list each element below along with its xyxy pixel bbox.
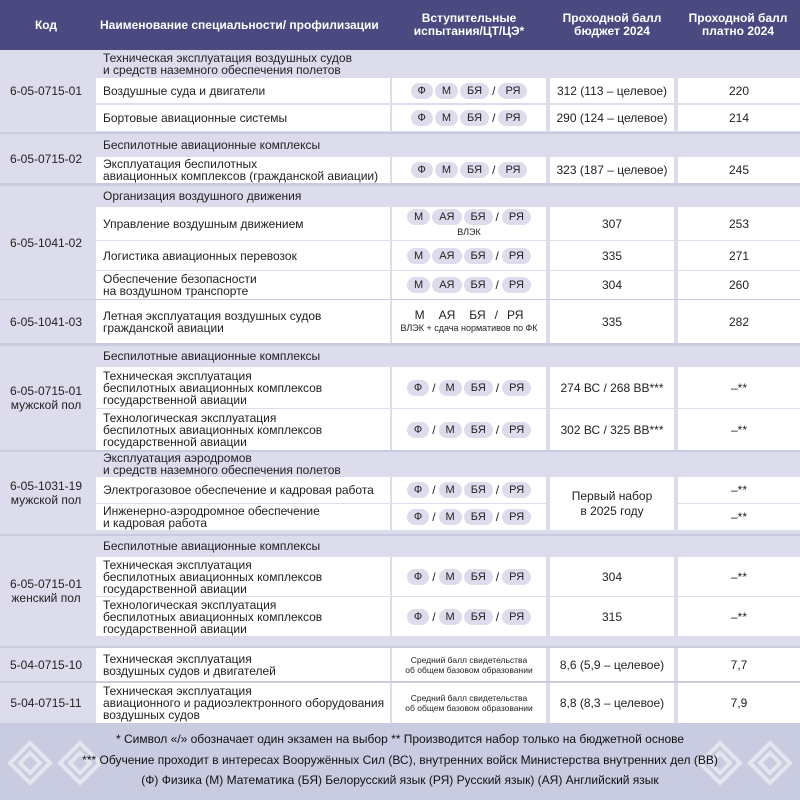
paid-score: –**	[678, 409, 800, 450]
exam-badge: АЯ	[438, 308, 456, 322]
exam-badge: БЯ	[464, 209, 493, 225]
specialization-name: Инженерно-аэродромное обеспечение и кадровая работа	[96, 504, 390, 530]
exam-badge: М	[407, 209, 430, 225]
paid-score: –**	[678, 597, 800, 636]
exam-separator: /	[495, 569, 500, 584]
exam-badge: Ф	[407, 509, 429, 525]
header-budget: Проходной балл бюджет 2024	[562, 11, 662, 38]
exam-badge: РЯ	[502, 482, 531, 498]
exam-list	[411, 162, 528, 178]
specialty-group	[0, 134, 800, 183]
exam-badge: БЯ	[464, 277, 493, 293]
exam-badge: Ф	[411, 83, 433, 99]
specialty-code: 6-05-1031-19 мужской пол	[9, 479, 83, 507]
specialty-group	[0, 683, 800, 723]
specialization-name: Техническая эксплуатация беспилотных авиационных комплексов государственной авиации	[96, 367, 390, 408]
exam-badge: Ф	[407, 482, 429, 498]
specialty-code: 5-04-0715-10	[9, 657, 83, 672]
entrance-exams	[392, 597, 546, 636]
exam-badge: М	[414, 308, 425, 322]
exam-badge: РЯ	[507, 308, 524, 322]
specialty-group	[0, 300, 800, 343]
exam-separator: /	[492, 83, 496, 98]
specialization-name: Логистика авиационных перевозок	[96, 241, 390, 270]
exam-badge: РЯ	[502, 569, 531, 585]
exam-badge: Ф	[407, 422, 429, 438]
exam-separator: /	[495, 248, 499, 263]
specialization-name: Техническая эксплуатация воздушных судов и двигателей	[96, 648, 390, 681]
exam-description: Средний балл свидетельства об общем базовом образовании	[405, 654, 533, 675]
exam-badge: М	[435, 162, 458, 178]
header-name: Наименование специальности/ профилизации	[100, 17, 379, 32]
budget-subheader-blank	[550, 452, 674, 476]
specialty-code: 5-04-0715-11	[10, 696, 82, 710]
entrance-exams	[392, 271, 546, 299]
specialty-group	[0, 50, 800, 132]
budget-score: 304	[550, 557, 674, 596]
exam-badge: М	[439, 609, 462, 625]
exam-separator: /	[432, 569, 436, 584]
exam-separator: /	[432, 380, 436, 395]
specialization-name: Управление воздушным движением	[96, 207, 390, 240]
budget-score: 323 (187 – целевое)	[550, 157, 674, 183]
exam-list	[407, 209, 531, 225]
paid-score: 7,7	[678, 648, 800, 681]
paid-score: –**	[678, 367, 800, 408]
entrance-exams	[392, 557, 546, 596]
exam-badge: РЯ	[498, 110, 527, 126]
entrance-exams	[392, 241, 546, 270]
exam-separator: /	[494, 308, 498, 322]
specialty-group	[0, 648, 800, 681]
exam-badge: БЯ	[460, 83, 489, 99]
specialization-name: Техническая эксплуатация беспилотных авиационных комплексов государственной авиации	[96, 557, 390, 596]
paid-score: 245	[678, 157, 800, 183]
paid-score: 282	[678, 300, 800, 343]
exam-badge: РЯ	[502, 209, 531, 225]
entrance-exams	[392, 367, 546, 408]
exam-badge: М	[439, 380, 462, 396]
paid-score: 271	[678, 241, 800, 270]
exam-badge: БЯ	[464, 569, 493, 585]
budget-score: 290 (124 – целевое)	[550, 105, 674, 131]
entrance-exams	[392, 300, 546, 343]
specialization-name: Обеспечение безопасности на воздушном транспорте	[96, 271, 390, 299]
exam-list	[407, 248, 531, 264]
exam-separator: /	[492, 111, 496, 125]
specialization-name: Техническая эксплуатация авиационного и радиоэлектронного оборудования воздушных судов	[96, 683, 390, 723]
exam-badge: Ф	[411, 162, 433, 178]
specialization-name: Электрогазовое обеспечение и кадровая работа	[96, 477, 390, 503]
paid-score: 7,9	[678, 683, 800, 723]
exam-badge: БЯ	[464, 482, 493, 498]
group-subheader: Эксплуатация аэродромов и средств наземного обеспечения полетов	[96, 452, 800, 476]
entrance-exams	[392, 207, 546, 240]
specialty-code: 6-05-1041-02	[9, 235, 83, 250]
exam-badge: РЯ	[502, 380, 531, 396]
specialty-code: 6-05-0715-01 мужской пол	[9, 384, 83, 412]
header-code: Код	[34, 17, 58, 32]
budget-score: 8,8 (8,3 – целевое)	[550, 683, 674, 723]
paid-score: 220	[678, 78, 800, 103]
exam-list	[407, 422, 531, 438]
exam-badge: Ф	[407, 380, 429, 396]
exam-separator: /	[432, 609, 436, 624]
specialization-name: Технологическая эксплуатация беспилотных авиационных комплексов государственной авиации	[96, 409, 390, 450]
entrance-exams	[392, 683, 546, 723]
paid-score: –**	[678, 504, 800, 530]
budget-score-merged: Первый набор в 2025 году	[550, 477, 674, 530]
entrance-exams	[392, 477, 546, 503]
specialty-code: 6-05-0715-01	[9, 84, 83, 98]
entrance-exams	[392, 409, 546, 450]
exam-badge: Ф	[407, 609, 429, 625]
paid-score: 260	[678, 271, 800, 299]
exam-badge: Ф	[411, 110, 433, 126]
exam-list	[407, 509, 531, 525]
budget-score: 315	[550, 597, 674, 636]
exam-list	[407, 380, 531, 396]
exam-separator: /	[492, 163, 496, 177]
group-subheader: Беспилотные авиационные комплексы	[96, 536, 800, 556]
entrance-exams	[392, 105, 546, 131]
exam-note: ВЛЭК	[457, 227, 481, 237]
paid-score: 253	[678, 207, 800, 240]
exam-badge: М	[439, 422, 462, 438]
exam-badge: БЯ	[464, 422, 493, 438]
specialty-group	[0, 536, 800, 646]
exam-note: ВЛЭК + сдача нормативов по ФК	[400, 323, 538, 333]
exam-separator: /	[495, 510, 500, 524]
paid-score: 214	[678, 105, 800, 131]
specialty-group	[0, 452, 800, 534]
exam-badge: БЯ	[460, 110, 489, 126]
exam-badge: М	[439, 509, 462, 525]
exam-badge: М	[407, 248, 430, 264]
paid-score: –**	[678, 477, 800, 503]
exam-separator: /	[495, 278, 499, 292]
exam-list	[407, 609, 531, 625]
exam-badge: БЯ	[464, 609, 493, 625]
exam-description: Средний балл свидетельства об общем базовом образовании	[405, 693, 533, 713]
paid-score: –**	[678, 557, 800, 596]
budget-score: 312 (113 – целевое)	[550, 78, 674, 103]
exam-badge: РЯ	[502, 422, 531, 438]
specialty-group	[0, 186, 800, 299]
specialization-name: Летная эксплуатация воздушных судов гражданской авиации	[96, 300, 390, 343]
header-paid: Проходной балл платно 2024	[688, 11, 788, 38]
specialization-name: Эксплуатация беспилотных авиационных комплексов (гражданской авиации)	[96, 157, 390, 183]
specialization-name: Бортовые авиационные системы	[96, 105, 390, 131]
footnote-2: *** Обучение проходит в интересах Вооружённых Сил (ВС), внутренних войск Министерства внутренних дел (ВВ)	[82, 753, 718, 767]
exam-badge: Ф	[407, 569, 429, 585]
exam-list	[409, 309, 530, 321]
budget-score: 335	[550, 241, 674, 270]
exam-separator: /	[495, 380, 500, 395]
exam-badge: БЯ	[464, 248, 493, 264]
group-subheader: Организация воздушного движения	[96, 186, 800, 206]
exam-badge: РЯ	[502, 248, 531, 264]
footnote-1: * Символ «/» обозначает один экзамен на выбор ** Производится набор только на бюджетной основе	[115, 732, 685, 746]
entrance-exams	[392, 648, 546, 681]
exam-list	[411, 83, 528, 99]
exam-badge: АЯ	[432, 277, 461, 293]
exam-badge: БЯ	[460, 162, 489, 178]
exam-badge: М	[439, 482, 462, 498]
exam-badge: РЯ	[502, 509, 531, 525]
specialty-group	[0, 346, 800, 450]
exam-badge: БЯ	[464, 509, 493, 525]
exam-separator: /	[432, 483, 436, 497]
group-subheader: Беспилотные авиационные комплексы	[96, 134, 800, 156]
specialty-code: 6-05-0715-01 женский пол	[9, 577, 83, 605]
exam-separator: /	[495, 210, 499, 224]
exam-badge: БЯ	[464, 380, 493, 396]
exam-badge: М	[407, 277, 430, 293]
exam-list	[407, 482, 531, 498]
exam-badge: БЯ	[469, 308, 486, 322]
group-subheader: Техническая эксплуатация воздушных судов и средств наземного обеспечения полетов	[96, 50, 800, 77]
exam-list	[407, 277, 531, 293]
exam-badge: РЯ	[502, 277, 531, 293]
specialty-code: 6-05-0715-02	[9, 151, 83, 166]
exam-badge: М	[435, 83, 458, 99]
specialization-name: Воздушные суда и двигатели	[96, 78, 390, 103]
exam-badge: РЯ	[498, 162, 527, 178]
exam-badge: РЯ	[498, 83, 527, 99]
exam-badge: М	[439, 569, 462, 585]
footer-notes	[0, 726, 800, 800]
header-exams: Вступительные испытания/ЦТ/ЦЭ*	[413, 11, 525, 38]
budget-score: 307	[550, 207, 674, 240]
budget-score: 274 ВС / 268 ВВ***	[550, 367, 674, 408]
entrance-exams	[392, 157, 546, 183]
group-subheader: Беспилотные авиационные комплексы	[96, 346, 800, 366]
exam-badge: М	[435, 110, 458, 126]
exam-list	[411, 110, 528, 126]
budget-score: 302 ВС / 325 ВВ***	[550, 409, 674, 450]
exam-separator: /	[495, 422, 500, 437]
table-header	[0, 0, 800, 50]
exam-separator: /	[432, 422, 436, 437]
exam-separator: /	[432, 510, 436, 524]
exam-separator: /	[495, 483, 500, 497]
budget-score: 304	[550, 271, 674, 299]
specialization-name: Технологическая эксплуатация беспилотных авиационных комплексов государственной авиации	[96, 597, 390, 636]
specialty-code: 6-05-1041-03	[9, 314, 83, 329]
legend-line: (Ф) Физика (М) Математика (БЯ) Белорусский язык (РЯ) Русский язык) (АЯ) Английский язык	[141, 773, 659, 787]
exam-list	[407, 569, 531, 585]
budget-score: 8,6 (5,9 – целевое)	[550, 648, 674, 681]
exam-separator: /	[495, 609, 500, 624]
exam-badge: РЯ	[502, 609, 531, 625]
exam-badge: АЯ	[432, 209, 461, 225]
exam-badge: АЯ	[432, 248, 461, 264]
entrance-exams	[392, 504, 546, 530]
budget-score: 335	[550, 300, 674, 343]
entrance-exams	[392, 78, 546, 103]
